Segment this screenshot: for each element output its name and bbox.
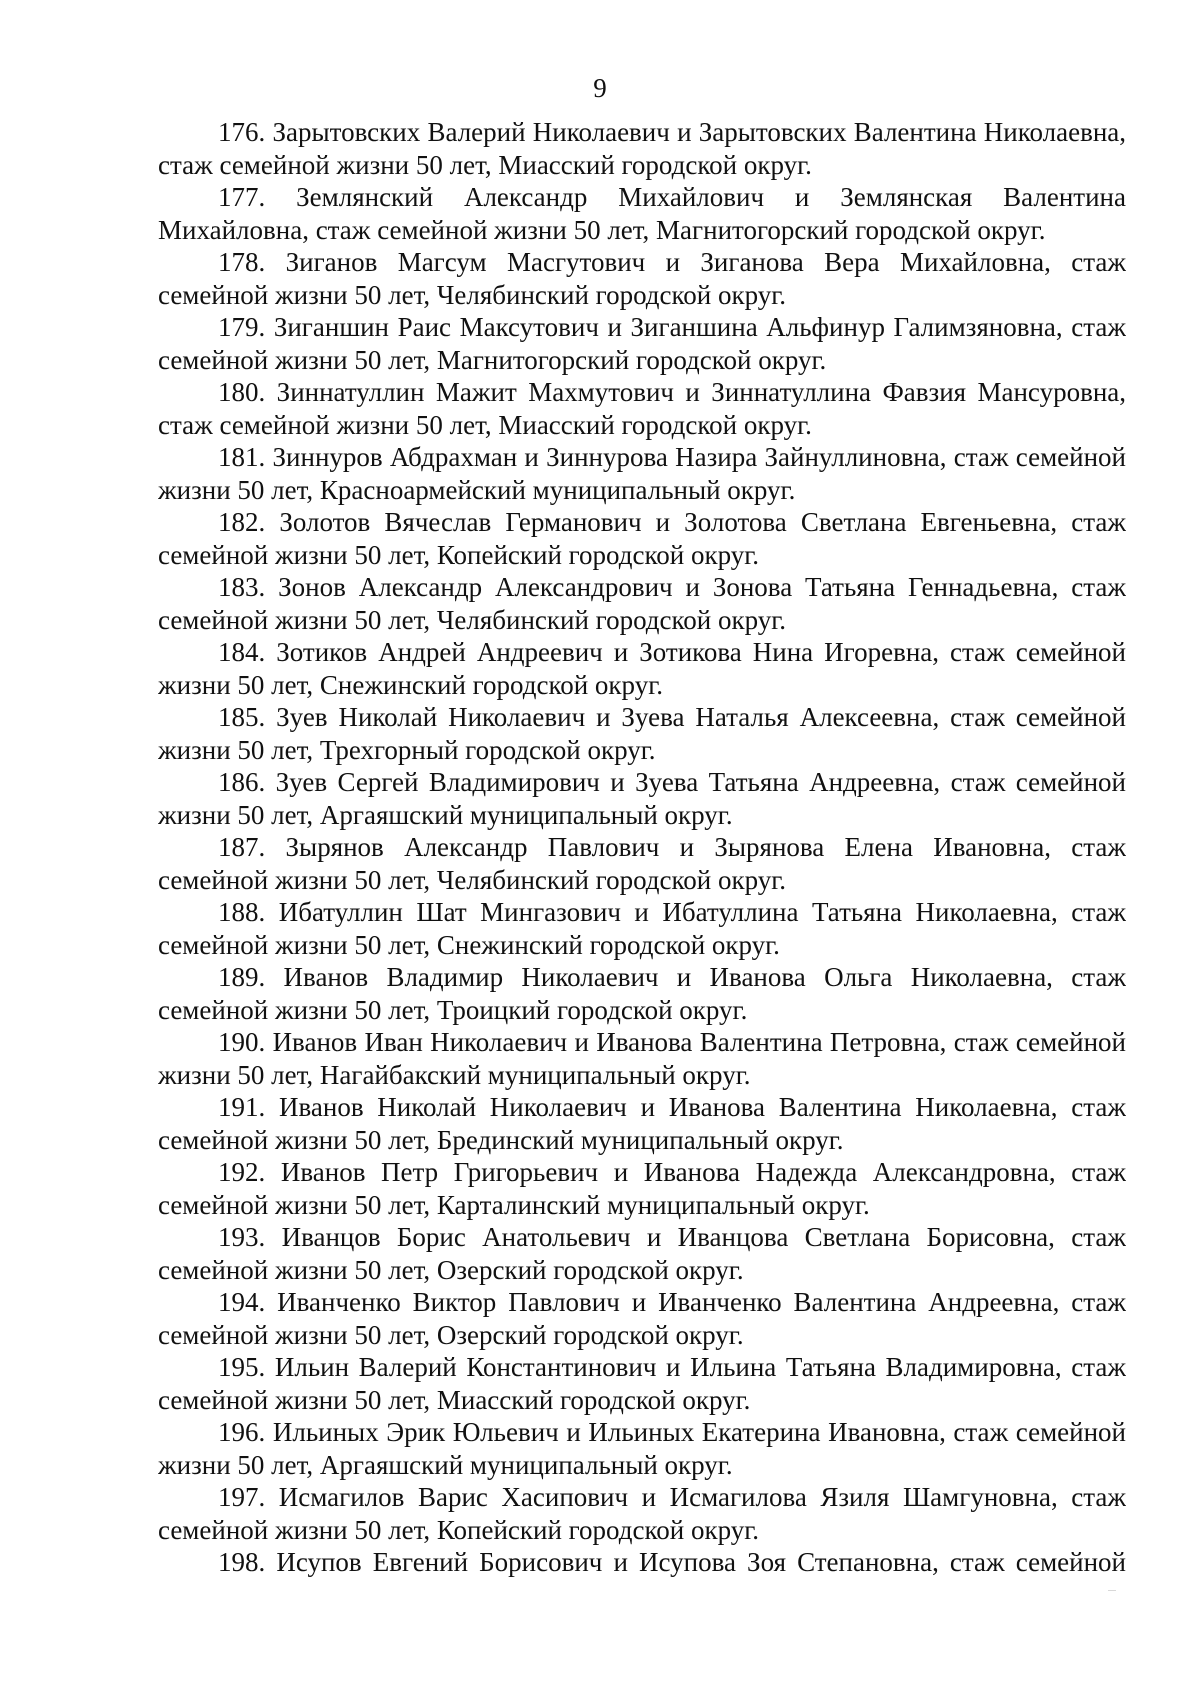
list-item: 192. Иванов Петр Григорьевич и Иванова Надежда Александровна, стаж семейной жизни 50 лет, Карталинский муниципальный округ. bbox=[158, 1157, 1126, 1220]
list-item: 183. Зонов Александр Александрович и Зонова Татьяна Геннадьевна, стаж семейной жизни 50 лет, Челябинский городской округ. bbox=[158, 572, 1126, 635]
list-item: 189. Иванов Владимир Николаевич и Иванова Ольга Николаевна, стаж семейной жизни 50 лет, Троицкий городской округ. bbox=[158, 962, 1126, 1025]
list-item: 180. Зиннатуллин Мажит Махмутович и Зиннатуллина Фавзия Мансуровна, стаж семейной жизни 50 лет, Миасский городской округ. bbox=[158, 377, 1126, 440]
list-item: 197. Исмагилов Варис Хасипович и Исмагилова Язиля Шамгуновна, стаж семейной жизни 50 лет, Копейский городской округ. bbox=[158, 1482, 1126, 1545]
list-item: 185. Зуев Николай Николаевич и Зуева Наталья Алексеевна, стаж семейной жизни 50 лет, Трехгорный городской округ. bbox=[158, 702, 1126, 765]
award-list bbox=[158, 116, 1126, 1579]
scan-artifact bbox=[1108, 1590, 1116, 1591]
list-item: 186. Зуев Сергей Владимирович и Зуева Татьяна Андреевна, стаж семейной жизни 50 лет, Аргаяшский муниципальный округ. bbox=[158, 767, 1126, 830]
list-item: 194. Иванченко Виктор Павлович и Иванченко Валентина Андреевна, стаж семейной жизни 50 лет, Озерский городской округ. bbox=[158, 1287, 1126, 1350]
list-item: 198. Исупов Евгений Борисович и Исупова Зоя Степановна, стаж семейной bbox=[218, 1547, 1126, 1577]
list-item: 179. Зиганшин Раис Максутович и Зиганшина Альфинур Галимзяновна, стаж семейной жизни 50 лет, Магнитогорский городской округ. bbox=[158, 312, 1126, 375]
list-item: 177. Землянский Александр Михайлович и Землянская Валентина Михайловна, стаж семейной жизни 50 лет, Магнитогорский городской округ. bbox=[158, 182, 1126, 245]
list-item: 182. Золотов Вячеслав Германович и Золотова Светлана Евгеньевна, стаж семейной жизни 50 лет, Копейский городской округ. bbox=[158, 507, 1126, 570]
list-item: 187. Зырянов Александр Павлович и Зырянова Елена Ивановна, стаж семейной жизни 50 лет, Челябинский городской округ. bbox=[158, 832, 1126, 895]
list-item: 184. Зотиков Андрей Андреевич и Зотикова Нина Игоревна, стаж семейной жизни 50 лет, Снежинский городской округ. bbox=[158, 637, 1126, 700]
list-item: 191. Иванов Николай Николаевич и Иванова Валентина Николаевна, стаж семейной жизни 50 лет, Брединский муниципальный округ. bbox=[158, 1092, 1126, 1155]
list-item: 176. Зарытовских Валерий Николаевич и Зарытовских Валентина Николаевна, стаж семейной жизни 50 лет, Миасский городской округ. bbox=[158, 117, 1126, 180]
list-item: 190. Иванов Иван Николаевич и Иванова Валентина Петровна, стаж семейной жизни 50 лет, Нагайбакский муниципальный округ. bbox=[158, 1027, 1126, 1090]
page-number: 9 bbox=[593, 73, 607, 103]
list-item: 181. Зиннуров Абдрахман и Зиннурова Назира Зайнуллиновна, стаж семейной жизни 50 лет, Красноармейский муниципальный округ. bbox=[158, 442, 1126, 505]
list-item: 178. Зиганов Магсум Масгутович и Зиганова Вера Михайловна, стаж семейной жизни 50 лет, Челябинский городской округ. bbox=[158, 247, 1126, 310]
list-item: 196. Ильиных Эрик Юльевич и Ильиных Екатерина Ивановна, стаж семейной жизни 50 лет, Аргаяшский муниципальный округ. bbox=[158, 1417, 1126, 1480]
list-item: 195. Ильин Валерий Константинович и Ильина Татьяна Владимировна, стаж семейной жизни 50 лет, Миасский городской округ. bbox=[158, 1352, 1126, 1415]
list-item: 188. Ибатуллин Шат Мингазович и Ибатуллина Татьяна Николаевна, стаж семейной жизни 50 лет, Снежинский городской округ. bbox=[158, 897, 1126, 960]
list-item: 193. Иванцов Борис Анатольевич и Иванцова Светлана Борисовна, стаж семейной жизни 50 лет, Озерский городской округ. bbox=[158, 1222, 1126, 1285]
